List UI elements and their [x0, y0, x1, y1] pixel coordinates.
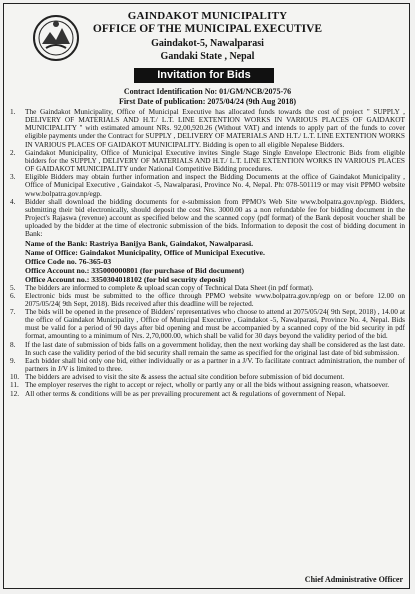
notice-body	[10, 108, 405, 398]
org-name: GAINDAKOT MUNICIPALITY	[127, 10, 288, 22]
signature: Chief Administrative Officer	[304, 575, 403, 584]
list-item: 11. The employer reserves the right to accept or reject, wholly or partly any or all the bids without assigning reason, whatsoever.	[10, 380, 390, 390]
list-item: 5. The bidders are informed to complete & upload scan copy of Technical Data Sheet (in pdf format).	[10, 282, 314, 292]
publication-date: First Date of publication: 2075/04/24 (9th Aug 2018)	[118, 97, 297, 106]
list-item: 12. All other terms & conditions will be as per prevailing procurement act & regulations of government of Nepal.	[10, 388, 346, 398]
bank-account-1: Office Account no.: 335000000801 (for purchase of Bid document)	[25, 265, 245, 275]
list-item: 3. Eligible Bidders may obtain further information and inspect the Bidding Documents at the office of Gaindakot Municipality , Office of Municipal Executive , Gaindakot -5, Nawalparasi, Province No. 4, Nepal. Ph: 078-501119 or may visit PPMO website www.bolpatra.gov.np/egp.	[10, 172, 405, 198]
list-item: 7. The bids will be opened in the presence of Bidders' representatives who choose to attend at 2075/05/24( 9th Sept, 2018) , 14.00 at the office of Gaindakot Municipality , Office of Municipal Executive , Gaindakot -5, Nawalparasi, Province No. 4, Nepal. Bids must be valid for a period of 90 days after bid opening and must be accompanied by a scanned copy of the bid security in pdf format, amounting to a minimum of Nrs. 2,70,000.00, which shall be valid for 30 days beyond the validity period of the bid.	[10, 306, 405, 341]
list-item: 6. Electronic bids must be submitted to the office through PPMO website www.bolpatra.gov.np/egp on or before 12.00 on 2075/05/24( 9th Sept, 2018). Bids received after this deadline will be rejected.	[10, 290, 405, 308]
bank-office: Name of Office: Gaindakot Municipality, Office of Municipal Executive.	[25, 247, 265, 257]
contract-id: Contract Identification No: 01/GM/NCB/2075-76	[123, 87, 292, 96]
bank-details	[10, 239, 405, 284]
list-item: 2. Gaindakot Municipality, Office of Municipal Executive invites Single Stage Single Envelope Electronic Bids from eligible bidders for the SUPPLY , DELIVERY OF MATERIALS AND H.T./ L.T. LINE EXTENTION WORKS IN VARIOUS PLACES OF GAIDAKOT MUNICIPALITY under National Competitive Bidding procedures.	[10, 147, 405, 174]
list-item: 10. The bidders are advised to visit the site & assess the actual site condition before submission of bid document.	[10, 372, 345, 382]
office-name: OFFICE OF THE MUNICIPAL EXECUTIVE	[92, 23, 323, 35]
bid-notice-page	[3, 3, 410, 589]
list-item: 4. Bidder shall download the bidding documents for e-submission from PPMO's Web Site www.bolpatra.gov.np/egp. Bidders, submitting their bid electronically, should deposit the cost Nrs. 3000.00 as a non refundable fee for bidding document in the Project's Rajaswa (revenue) account as specified below and the scanned copy (pdf format) of the Bank deposit voucher shall be uploaded by the bidder at the time of electronic submission of the bids. Information to deposit the cost of bidding document in Bank:	[10, 196, 405, 239]
state: Gandaki State , Nepal	[160, 51, 255, 62]
list-item: 8. If the last date of submission of bids falls on a government holiday, then the next working day shall be considered as the last date. In such case the validity period of the bid security shall remain the same as specified for the original last date of bid submission.	[10, 339, 405, 357]
list-item: 1. The Gaindakot Municipality, Office of Municipal Executive has allocated funds towards the cost of project " SUPPLY , DELIVERY OF MATERIALS AND H.T./ L.T. LINE EXTENTION WORKS IN VARIOUS PLACES OF GAIDAKOT MUNICIPALITY " with estimated amount NRs. 92,00,920.26 (Without VAT) and intends to apply part of the funds to cover eligible payments under the Contract for SUPPLY , DELIVERY OF MATERIALS AND H.T./ L.T. LINE EXTENTION WORKS IN VARIOUS PLACES OF GAIDAKOT MUNICIPALITY. Bidding is open to all eligible Nepalese Bidders.	[10, 107, 405, 149]
list-item: 9. Each bidder shall bid only one bid, either individually or as a partner in a J/V. To facilitate contract administration, the number of partners in J/V is limited to three.	[10, 355, 405, 374]
invitation-banner: Invitation for Bids	[134, 68, 274, 83]
bank-name: Name of the Bank: Rastriya Banijya Bank, Gaindakot, Nawalparasi.	[25, 238, 254, 248]
address: Gaindakot-5, Nawalparasi	[151, 38, 264, 49]
bank-account-2: Office Account no.: 3350304018102 (for bid security deposit)	[25, 274, 226, 284]
bank-office-code: Office Code no. 76-365-03	[25, 256, 112, 266]
